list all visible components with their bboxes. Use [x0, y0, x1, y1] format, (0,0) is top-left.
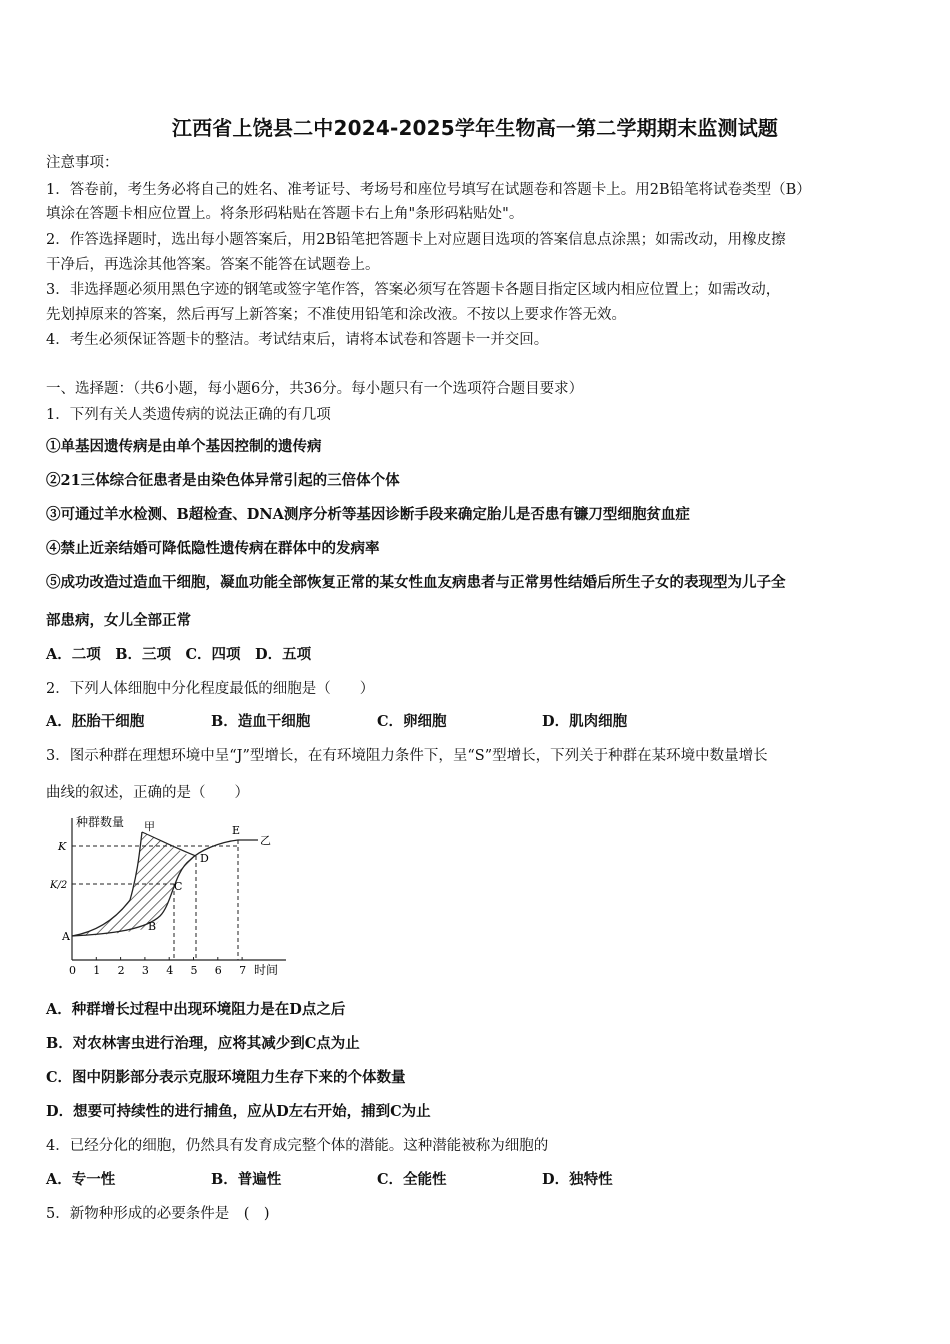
- question-3-stem-cont: 曲线的叙述，正确的是（ ）: [46, 785, 249, 801]
- notice-heading: 注意事项：: [46, 155, 119, 171]
- x-tick-label: 0: [69, 964, 76, 977]
- population-growth-chart: [50, 812, 300, 982]
- y-axis-label: 种群数量: [76, 815, 125, 829]
- x-tick-label: 5: [190, 964, 198, 977]
- y-tick-label: K: [58, 840, 67, 853]
- question-2-option-c: C．卵细胞: [377, 713, 447, 730]
- notice-line: 干净后，再选涂其他答案。答案不能答在试题卷上。: [46, 257, 380, 273]
- series-label-s: 乙: [260, 834, 271, 847]
- page-title: 江西省上饶县二中2024-2025学年生物高一第二学期期末监测试题: [171, 116, 779, 140]
- question-3-option-b: B．对农林害虫进行治理，应将其减少到C点为止: [46, 1035, 360, 1052]
- x-tick-label: 3: [141, 964, 149, 977]
- x-axis-label: 时间: [254, 963, 279, 977]
- question-5-stem: 5．新物种形成的必要条件是 ( ): [46, 1206, 270, 1222]
- point-label-d: D: [200, 852, 209, 865]
- point-label-c: C: [174, 880, 183, 893]
- question-4-option-a: A．专一性: [46, 1171, 116, 1188]
- question-3-stem: 3．图示种群在理想环境中呈“J”型增长，在有环境阻力条件下，呈“S”型增长，下列关于种群在某环境中数量增长: [46, 748, 768, 764]
- question-2-stem: 2．下列人体细胞中分化程度最低的细胞是（ ）: [46, 681, 375, 697]
- point-label-e: E: [232, 824, 241, 837]
- question-1-item: ③可通过羊水检测、B超检查、DNA测序分析等基因诊断手段来确定胎儿是否患有镰刀型细胞贫血症: [46, 506, 690, 523]
- notice-line: 先划掉原来的答案，然后再写上新答案；不准使用铅笔和涂改液。不按以上要求作答无效。: [46, 307, 626, 323]
- question-4-option-d: D．独特性: [542, 1171, 613, 1188]
- section-heading: 一、选择题：（共6小题，每小题6分，共36分。每小题只有一个选项符合题目要求）: [46, 381, 584, 397]
- question-1-options: A．二项 B．三项 C．四项 D．五项: [46, 646, 312, 663]
- x-tick-label: 2: [117, 964, 125, 977]
- x-tick-label: 1: [93, 964, 101, 977]
- question-1-stem: 1．下列有关人类遗传病的说法正确的有几项: [46, 407, 331, 423]
- question-4-option-c: C．全能性: [377, 1171, 447, 1188]
- question-1-item: ①单基因遗传病是由单个基因控制的遗传病: [46, 438, 322, 455]
- notice-line: 填涂在答题卡相应位置上。将条形码粘贴在答题卡右上角"条形码粘贴处"。: [46, 206, 524, 222]
- y-tick-label: K/2: [50, 880, 68, 891]
- question-2-option-b: B．造血干细胞: [211, 713, 311, 730]
- question-3-option-d: D．想要可持续性的进行捕鱼，应从D左右开始，捕到C为止: [46, 1103, 431, 1120]
- question-4-stem: 4．已经分化的细胞，仍然具有发育成完整个体的潜能。这种潜能被称为细胞的: [46, 1138, 549, 1154]
- question-4-option-b: B．普遍性: [211, 1171, 282, 1188]
- series-label-j: 甲: [144, 820, 155, 833]
- notice-line: 2．作答选择题时，选出每小题答案后，用2B铅笔把答题卡上对应题目选项的答案信息点涂黑；如需改动，用橡皮擦: [46, 232, 786, 248]
- question-2-option-d: D．肌肉细胞: [542, 713, 628, 730]
- point-label-a: A: [62, 930, 70, 943]
- x-tick-label: 7: [239, 964, 247, 977]
- question-1-item: ②21三体综合征患者是由染色体异常引起的三倍体个体: [46, 472, 400, 489]
- point-label-b: B: [148, 920, 157, 933]
- question-1-item: ⑤成功改造过造血干细胞，凝血功能全部恢复正常的某女性血友病患者与正常男性结婚后所生子女的表现型为儿子全: [46, 574, 786, 591]
- notice-line: 1．答卷前，考生务必将自己的姓名、准考证号、考场号和座位号填写在试题卷和答题卡上。用2B铅笔将试卷类型（B）: [46, 182, 811, 198]
- notice-line: 4．考生必须保证答题卡的整洁。考试结束后，请将本试卷和答题卡一并交回。: [46, 332, 549, 348]
- question-3-option-a: A．种群增长过程中出现环境阻力是在D点之后: [46, 1001, 346, 1018]
- x-tick-label: 6: [214, 964, 222, 977]
- x-tick-label: 4: [166, 964, 174, 977]
- question-1-item: ④禁止近亲结婚可降低隐性遗传病在群体中的发病率: [46, 540, 380, 557]
- notice-line: 3．非选择题必须用黑色字迹的钢笔或签字笔作答，答案必须写在答题卡各题目指定区域内相应位置上；如需改动，: [46, 282, 781, 298]
- question-1-item: 部患病，女儿全部正常: [46, 612, 191, 629]
- question-2-option-a: A．胚胎干细胞: [46, 713, 145, 730]
- question-3-option-c: C．图中阴影部分表示克服环境阻力生存下来的个体数量: [46, 1069, 406, 1086]
